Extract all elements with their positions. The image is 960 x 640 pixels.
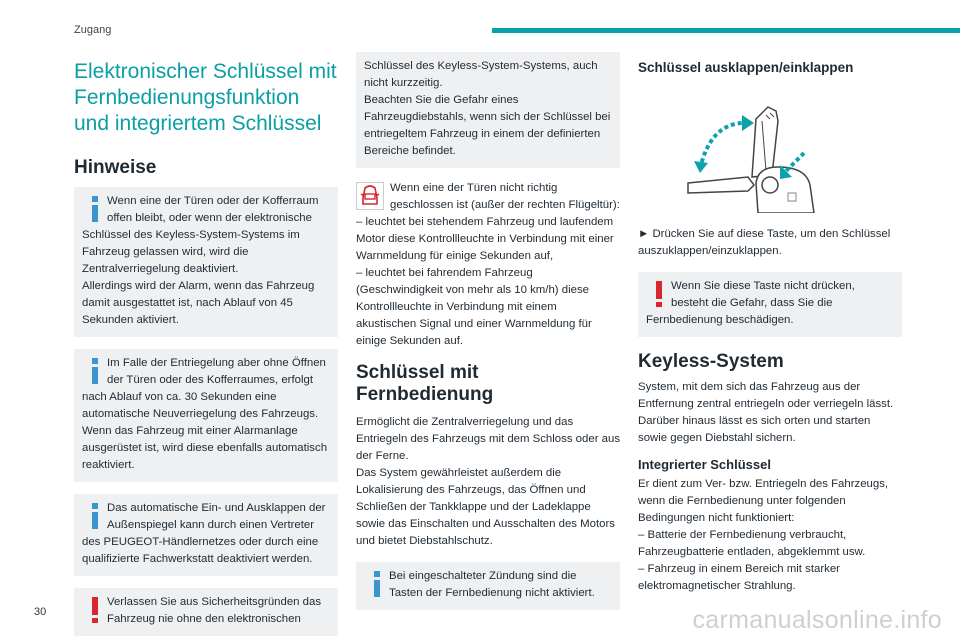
- note-box-2: [74, 349, 338, 482]
- watermark: carmanualsonline.info: [692, 606, 942, 634]
- note-box-1: [74, 187, 338, 337]
- column-3: [638, 52, 902, 595]
- integrated-key-body: Er dient zum Ver- bzw. Entriegeln des Fahrzeugs, wenn die Fernbedienung unter folgenden Bedingungen nicht funktioniert: – Batterie der Fernbedienung verbraucht, Fahrzeugbatterie entladen, abgeklemmt usw. – Fahrzeug in einem Bereich mit starker elektromagnetischer Strahlung.: [638, 478, 889, 592]
- info-icon: [82, 500, 107, 534]
- door-open-warning-icon: [356, 182, 384, 210]
- warning-text-fold: Wenn Sie diese Taste nicht drücken, besteht die Gefahr, dass Sie die Fernbedienung beschädigen.: [646, 280, 855, 326]
- warning-icon: [646, 278, 671, 312]
- note-box-3: [74, 494, 338, 576]
- page-number: 30: [34, 606, 47, 618]
- warning-box-fold: [638, 272, 902, 337]
- key-fold-illustration: [638, 81, 902, 213]
- note-text-2: Im Falle der Entriegelung aber ohne Öffnen der Türen oder des Kofferraumes, erfolgt nach Ablauf von ca. 30 Sekunden eine automatische Neuverriegelung des Fahrzeugs. Wenn das Fahrzeug mit einer Alarmanlage ausgerüstet ist, wird diese ebenfalls automatisch reaktiviert.: [82, 357, 328, 471]
- door-warning-block: [356, 180, 620, 350]
- info-icon: [82, 193, 107, 227]
- info-icon: [364, 568, 389, 602]
- column-2: [356, 52, 620, 622]
- warning-text-continued: Schlüssel des Keyless-System-Systems, auch nicht kurzzeitig. Beachten Sie die Gefahr eines Fahrzeugdiebstahls, wenn sich der Schlüssel bei entriegeltem Fahrzeug in einem der definierten Bereiche befindet.: [364, 60, 611, 157]
- heading-keyless-system: Keyless-System: [638, 351, 784, 372]
- remote-key-body: Ermöglicht die Zentralverriegelung und das Entriegeln des Fahrzeugs mit dem Schloss oder aus der Ferne. Das System gewährleistet außerdem die Lokalisierung des Fahrzeugs, das Öffnen und Schließen der Tankklappe und der Ladeklappe sowie das Einschalten und Ausschalten des Motors und bietet Diebstahlschutz.: [356, 416, 621, 547]
- heading-hinweise: Hinweise: [74, 157, 157, 178]
- note-text-3: Das automatische Ein- und Ausklappen der Außenspiegel kann durch einen Vertreter des PEUGEOT-Händlernetzes oder durch eine qualifizierte Fachwerkstatt deaktiviert werden.: [82, 502, 326, 565]
- info-icon: [82, 355, 107, 389]
- keyless-body: System, mit dem sich das Fahrzeug aus der Entfernung zentral entriegeln oder verriegeln lässt. Darüber hinaus lässt es sich orten und starten sowie gegen Diebstahl sichern.: [638, 381, 894, 444]
- column-1: [74, 52, 338, 640]
- door-warning-text: Wenn eine der Türen nicht richtig geschlossen ist (außer der rechten Flügeltür): – leuchtet bei stehendem Fahrzeug und laufendem Motor diese Kontrollleuchte in Verbindung mit einer Warnmeldung für einige Sekunden auf, – leuchtet bei fahrendem Fahrzeug (Geschwindigkeit von mehr als 10 km/h) diese Kontrollleuchte in Verbindung mit einem akustischen Signal und einer Warnmeldung für einige Sekunden auf.: [356, 182, 620, 347]
- fold-instruction: ► Drücken Sie auf diese Taste, um den Schlüssel auszuklappen/einzuklappen.: [638, 228, 891, 257]
- header-section-label: Zugang: [74, 24, 112, 36]
- note-text-ignition: Bei eingeschalteter Zündung sind die Tasten der Fernbedienung nicht aktiviert.: [389, 570, 595, 599]
- warning-icon: [82, 594, 107, 628]
- warning-text-1: Verlassen Sie aus Sicherheitsgründen das Fahrzeug nie ohne den elektronischen: [107, 596, 322, 625]
- heading-integrierter-schluessel: Integrierter Schlüssel: [638, 457, 771, 472]
- heading-schluessel-fernbedienung: Schlüssel mit Fernbedienung: [356, 362, 494, 405]
- note-box-ignition: [356, 562, 620, 610]
- heading-ausklappen: Schlüssel ausklappen/einklappen: [638, 60, 854, 75]
- warning-box-continued: [356, 52, 620, 168]
- note-text-1: Wenn eine der Türen oder der Kofferraum offen bleibt, oder wenn der elektronische Schlüssel des Keyless-System-Systems im Fahrzeug gelassen wird, wird die Zentralverriegelung deaktiviert. Allerdings wird der Alarm, wenn das Fahrzeug damit ausgestattet ist, nach Ablauf von 45 Sekunden aktiviert.: [82, 195, 319, 326]
- warning-box-1: [74, 588, 338, 636]
- header-accent-bar: [492, 28, 960, 33]
- page-title: Elektronischer Schlüssel mit Fernbedienungsfunktion und integriertem Schlüssel: [74, 60, 337, 135]
